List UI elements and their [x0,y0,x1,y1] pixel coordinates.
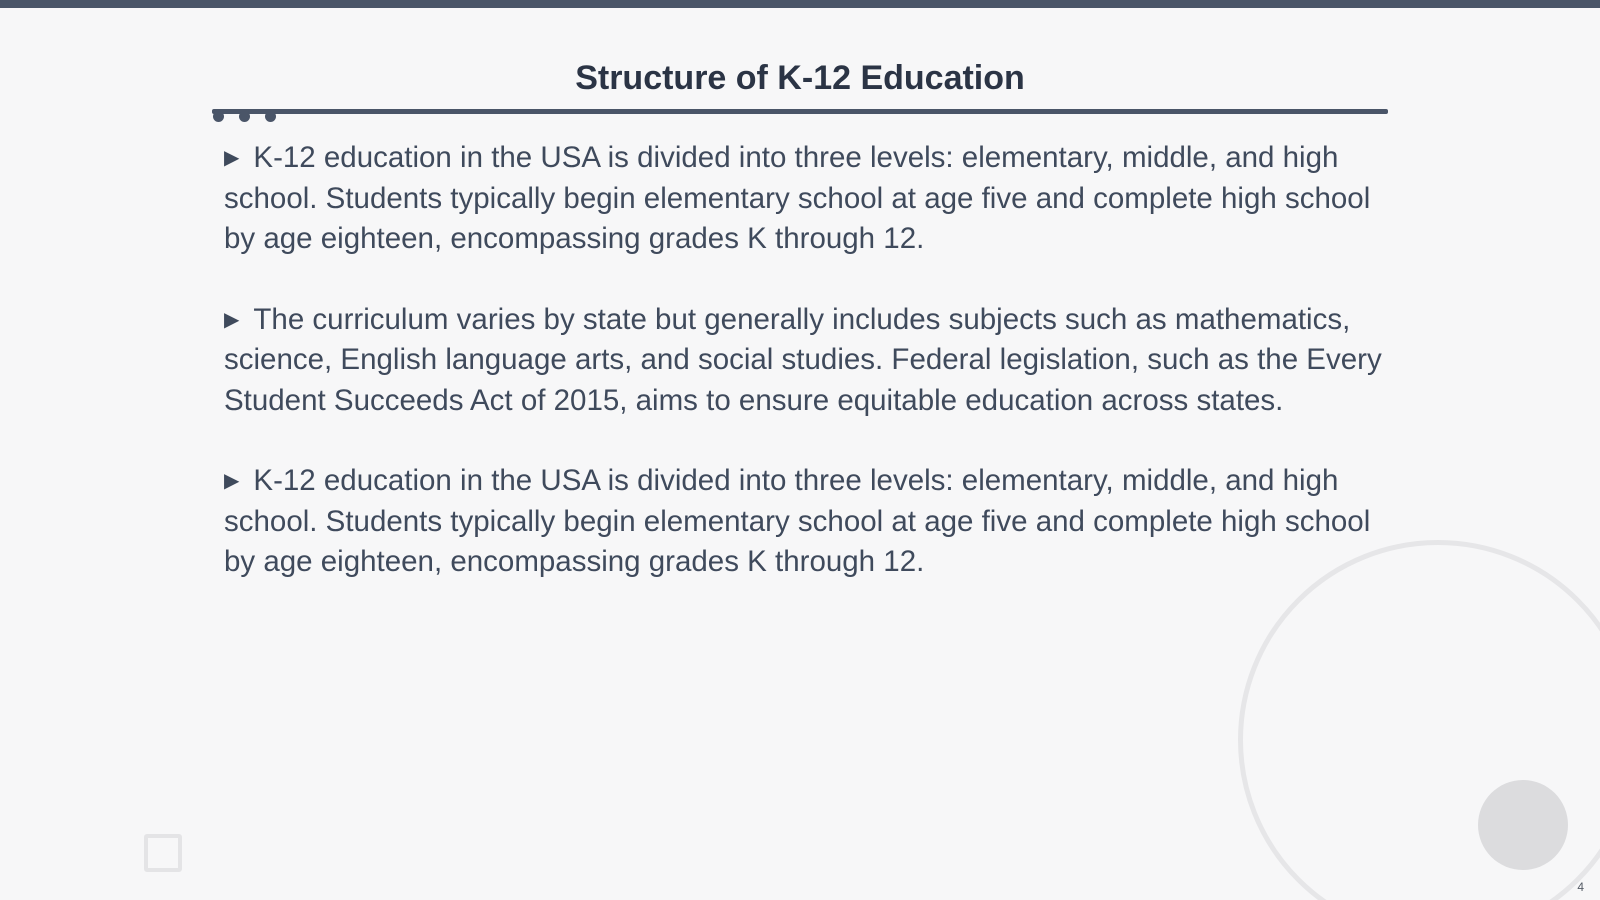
decorative-dot [213,111,224,122]
bullet-arrow-icon: ▶ [224,147,240,169]
decorative-square [144,834,182,872]
decorative-dot [265,111,276,122]
bullet-text: K-12 education in the USA is divided into three levels: elementary, middle, and high school. Students typically begin elementary school at age five and complete high school by age eighteen, encompassing grades K through 12. [224,464,1371,578]
decorative-dot [239,111,250,122]
bullet-text: K-12 education in the USA is divided into three levels: elementary, middle, and high school. Students typically begin elementary school at age five and complete high school by age eighteen, encompassing grades K through 12. [224,141,1371,255]
top-accent-band [0,0,1600,8]
title-underline [212,109,1388,114]
bullet-item [224,461,1384,583]
bullet-item [224,300,1384,422]
page-number: 4 [1577,880,1584,894]
bullet-list [224,138,1384,623]
slide-title: Structure of K-12 Education [575,59,1025,97]
bullet-arrow-icon: ▶ [224,308,240,331]
bullet-text: The curriculum varies by state but generally includes subjects such as mathematics, science, English language arts, and social studies. Federal legislation, such as the Every Student Succeeds Act of 2015, aims to ensure equitable education across states. [224,302,1382,417]
bullet-item [224,138,1384,260]
bullet-arrow-icon: ▶ [224,470,240,492]
decorative-disc [1478,780,1568,870]
